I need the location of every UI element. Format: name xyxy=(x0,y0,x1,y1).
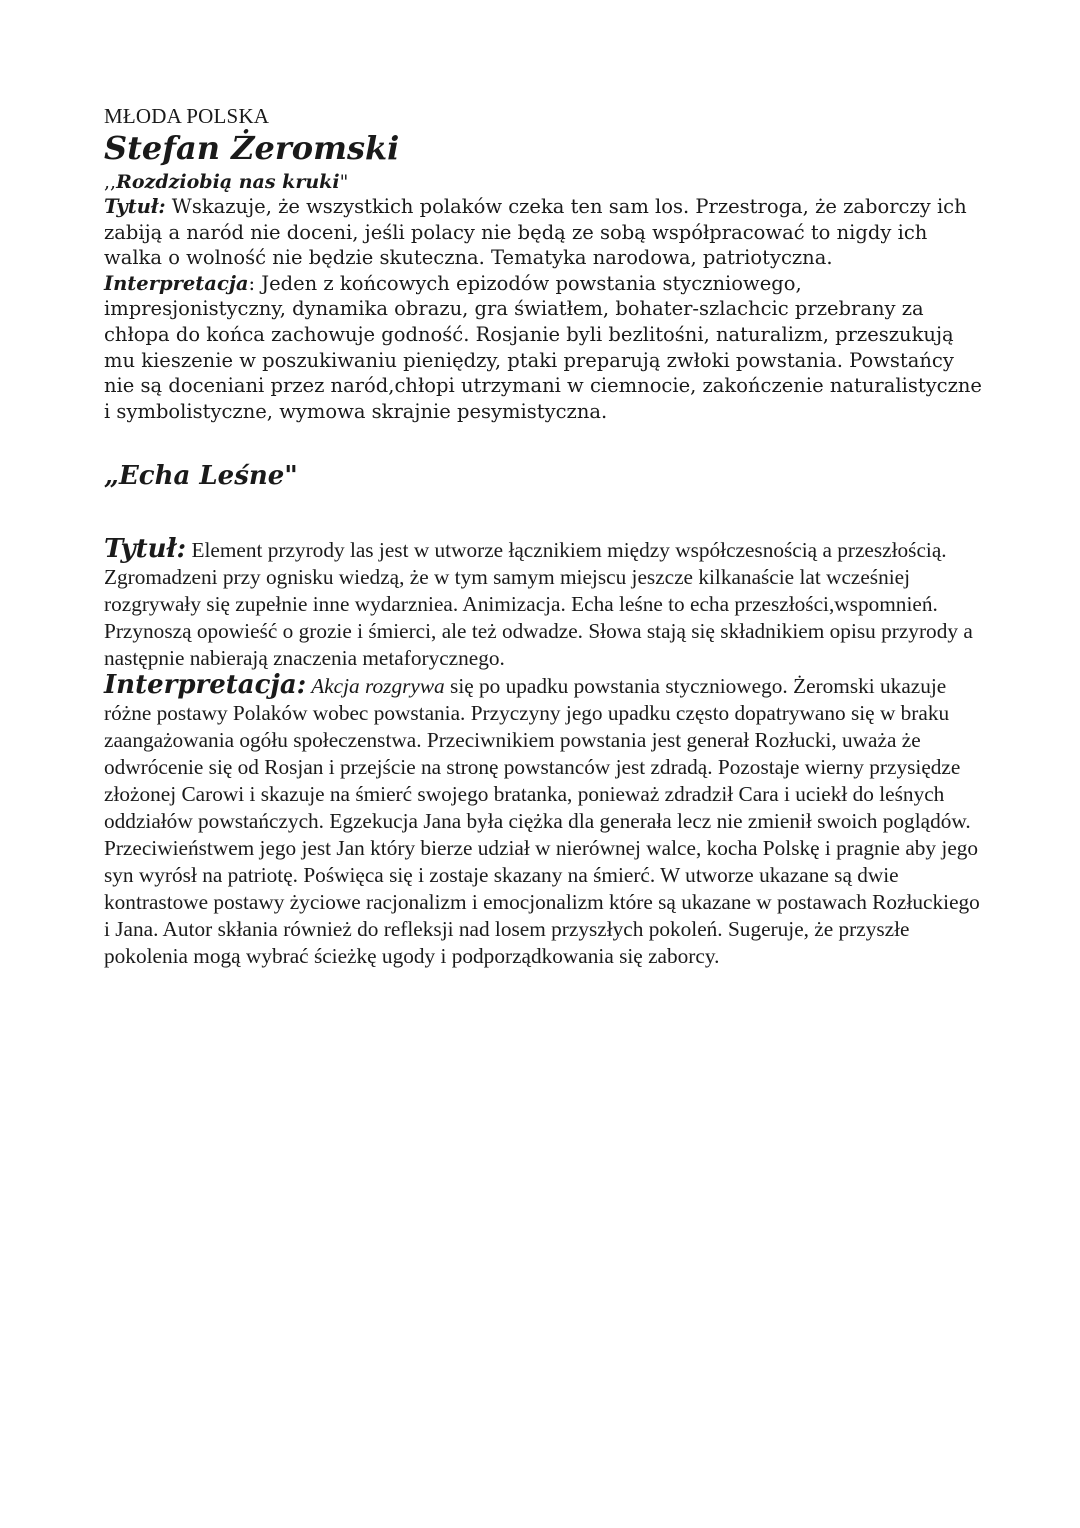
era-heading: MŁODA POLSKA xyxy=(104,104,270,128)
title-text: Rozdziobią nas kruki xyxy=(116,171,340,193)
tytul-label: Tytuł: xyxy=(104,195,166,218)
paragraph-tytul xyxy=(104,536,984,672)
paragraph-tytul xyxy=(104,194,984,271)
title-close-quote: " xyxy=(339,171,349,193)
work-title-echa-lesne: „Echa Leśne" xyxy=(104,461,298,492)
interpretacja-label: Interpretacja xyxy=(104,271,249,295)
title-open-quote: ,, xyxy=(104,171,117,193)
interpretacja-label: Interpretacja: xyxy=(104,670,307,701)
section-rozdziobia xyxy=(104,194,984,424)
interpretacja-text: się po upadku powstania styczniowego. Żeromski ukazuje różne postawy Polaków wobec powstania. Przyczyny jego upadku często dopatrywano się w braku zaangażowania ogółu społeczenstwa. Przeciwnikiem powstania jest generał Rozłucki, uważa że odwrócenie się od Rosjan i przejście na stronę powstanców jest zdradą. Pozostaje wierny przysiędze złożonej Carowi i skazuje na śmierć swojego bratanka, ponieważ zdradził Cara i uciekł do leśnych oddziałów powstańczych. Egzekucja Jana była ciężka dla generała lecz nie zmienił swoich poglądów. Przeciwieństwem jego jest Jan który bierze udział w nierównej walce, kocha Polskę i pragnie aby jego syn wyrósł na patriotę. Poświęca się i zostaje skazany na śmierć. W utworze ukazane są dwie kontrastowe postawy życiowe racjonalizm i emocjonalizm które są ukazane w postawach Rozłuckiego i Jana. Autor skłania również do refleksji nad losem przyszłych pokoleń. Sugeruje, że przyszłe pokolenia mogą wybrać ścieżkę ugody i podporządkowania się zaborcy. xyxy=(104,674,980,969)
document-page xyxy=(104,104,984,970)
tytul-text: Element przyrody las jest w utworze łącznikiem między współczesnością a przeszłością. Zgromadzeni przy ognisku wiedzą, że w tym samym miejscu jeszcze kilkanaście lat wcześniej rozgrywały się zupełnie inne wydarzniea. Animizacja. Echa leśne to echa przeszłości,wspomnień. Przynoszą opowieść o grozie i śmierci, ale też odwadze. Słowa stają się składnikiem opisu przyrody a następnie nabierają znaczenia metaforycznego. xyxy=(104,538,973,671)
tytul-label: Tytuł: xyxy=(104,534,187,565)
work-title-rozdziobia xyxy=(104,170,984,194)
paragraph-interpretacja xyxy=(104,271,984,425)
paragraph-interpretacja xyxy=(104,672,984,970)
section-echa-lesne xyxy=(104,536,984,970)
author-heading: Stefan Żeromski xyxy=(104,129,400,167)
interpretacja-text: : Jeden z końcowych epizodów powstania styczniowego, impresjonistyczny, dynamika obrazu, gra światłem, bohater-szlachcic przebrany za chłopa do końca zachowuje godność. Rosjanie byli bezlitośni, naturalizm, przeszukują mu kieszenie w poszukiwaniu pieniędzy, ptaki preparują zwłoki powstania. Powstańcy nie są doceniani przez naród,chłopi utrzymani w ciemnocie, zakończenie naturalistyczne i symbolistyczne, wymowa skrajnie pesymistyczna. xyxy=(104,271,982,423)
tytul-text: Wskazuje, że wszystkich polaków czeka ten sam los. Przestroga, że zaborczy ich zabiją a naród nie doceni, jeśli polacy nie będą ze sobą współpracować to nigdy ich walka o wolność nie będzie skuteczna. Tematyka narodowa, patriotyczna. xyxy=(104,195,967,270)
interpretacja-italic: Akcja rozgrywa xyxy=(306,674,445,699)
